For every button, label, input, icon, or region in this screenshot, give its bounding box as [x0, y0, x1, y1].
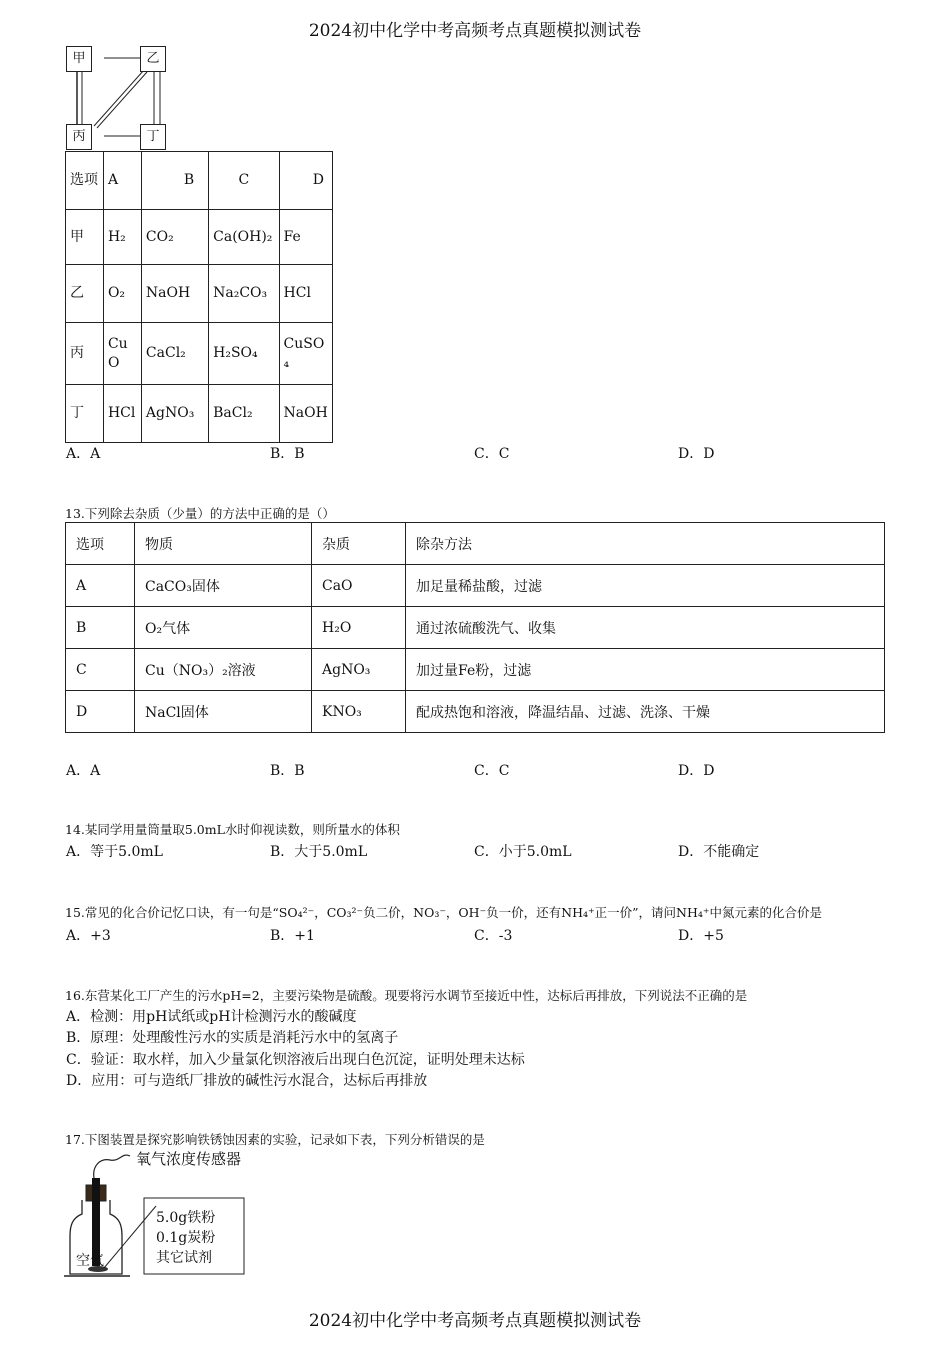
q17-apparatus-figure	[64, 1148, 254, 1283]
table-cell: NaOH	[141, 265, 208, 323]
diagram-node-jia: 甲	[66, 46, 92, 72]
table-cell: 加过量Fe粉，过滤	[406, 649, 885, 691]
diagram-node-ding: 丁	[140, 124, 166, 150]
q16-option-d[interactable]: D．应用：可与造纸厂排放的碱性污水混合，达标后再排放	[66, 1073, 428, 1089]
table-cell: O₂气体	[135, 607, 312, 649]
reagent-line-other: 其它试剂	[156, 1250, 212, 1266]
table-cell: 加足量稀盐酸，过滤	[406, 565, 885, 607]
table-row	[66, 649, 885, 691]
header-cell: 物质	[135, 523, 312, 565]
q12-option-c[interactable]: C．C	[474, 446, 510, 462]
table-cell: CO₂	[141, 210, 208, 265]
oxygen-sensor-label: 氧气浓度传感器	[136, 1150, 242, 1168]
q12-option-b[interactable]: B．B	[270, 446, 305, 462]
air-label: 空气	[76, 1253, 104, 1269]
q12-option-a[interactable]: A．A	[66, 446, 101, 462]
table-cell: A	[66, 565, 135, 607]
reaction-diagram	[64, 44, 174, 152]
header-cell: A	[103, 152, 141, 210]
header-cell: 选项	[66, 523, 135, 565]
q14-option-d[interactable]: D．不能确定	[678, 844, 760, 860]
table-row	[66, 385, 333, 443]
header-cell: D	[279, 152, 332, 210]
table-cell: KNO₃	[312, 691, 406, 733]
q13-option-d[interactable]: D．D	[678, 763, 715, 779]
table-header-row	[66, 152, 333, 210]
q15-option-c[interactable]: C．-3	[474, 928, 513, 944]
q12-table	[65, 151, 333, 443]
table-cell: NaOH	[279, 385, 332, 443]
q16-option-b[interactable]: B．原理：处理酸性污水的实质是消耗污水中的氢离子	[66, 1030, 399, 1046]
table-row	[66, 607, 885, 649]
q17-question: 17.下图装置是探究影响铁锈蚀因素的实验，记录如下表，下列分析错误的是	[65, 1132, 485, 1147]
q14-question: 14.某同学用量筒量取5.0mL水时仰视读数，则所量水的体积	[65, 822, 400, 837]
table-cell: 通过浓硫酸洗气、收集	[406, 607, 885, 649]
table-cell: CuO	[103, 323, 141, 385]
header-cell: B	[141, 152, 208, 210]
q13-option-a[interactable]: A．A	[66, 763, 101, 779]
q15-option-d[interactable]: D．+5	[678, 928, 724, 944]
header-cell: C	[209, 152, 279, 210]
table-cell: Fe	[279, 210, 332, 265]
q16-option-c[interactable]: C．验证：取水样，加入少量氯化钡溶液后出现白色沉淀，证明处理未达标	[66, 1052, 525, 1068]
reagent-box-text	[156, 1208, 215, 1268]
q15-option-b[interactable]: B．+1	[270, 928, 315, 944]
table-cell: HCl	[279, 265, 332, 323]
table-row	[66, 323, 333, 385]
table-row	[66, 265, 333, 323]
table-cell: Cu（NO₃）₂溶液	[135, 649, 312, 691]
table-cell: Na₂CO₃	[209, 265, 279, 323]
q15-option-a[interactable]: A．+3	[66, 928, 111, 944]
header-cell: 选项	[66, 152, 104, 210]
table-cell: CuSO₄	[279, 323, 332, 385]
diagram-node-bing: 丙	[66, 124, 92, 150]
q16-option-a[interactable]: A．检测：用pH试纸或pH计检测污水的酸碱度	[66, 1009, 357, 1025]
q15-question: 15.常见的化合价记忆口诀，有一句是“SO₄²⁻，CO₃²⁻负二价，NO₃⁻，OH⁻负一价，还有NH₄⁺正一价”，请问NH₄⁺中氮元素的化合价是	[65, 905, 822, 920]
table-cell: AgNO₃	[141, 385, 208, 443]
reagent-line-carbon: 0.1g炭粉	[156, 1230, 216, 1246]
q16-question: 16.东营某化工厂产生的污水pH=2，主要污染物是硫酸。现要将污水调节至接近中性，达标后再排放，下列说法不正确的是	[65, 988, 748, 1003]
table-row	[66, 210, 333, 265]
q14-option-b[interactable]: B．大于5.0mL	[270, 844, 368, 860]
table-header-row	[66, 523, 885, 565]
table-cell: D	[66, 691, 135, 733]
q14-option-c[interactable]: C．小于5.0mL	[474, 844, 572, 860]
table-cell: B	[66, 607, 135, 649]
table-cell: CaCl₂	[141, 323, 208, 385]
table-cell: HCl	[103, 385, 141, 443]
table-cell: 丁	[66, 385, 104, 443]
table-cell: NaCl固体	[135, 691, 312, 733]
q14-option-a[interactable]: A．等于5.0mL	[66, 844, 163, 860]
table-cell: H₂O	[312, 607, 406, 649]
table-row	[66, 691, 885, 733]
header-cell: 杂质	[312, 523, 406, 565]
table-cell: CaCO₃固体	[135, 565, 312, 607]
table-cell: 甲	[66, 210, 104, 265]
header-cell: 除杂方法	[406, 523, 885, 565]
reagent-line-iron: 5.0g铁粉	[156, 1210, 216, 1226]
table-cell: AgNO₃	[312, 649, 406, 691]
q13-question: 13.下列除去杂质（少量）的方法中正确的是（）	[65, 506, 335, 521]
q12-option-d[interactable]: D．D	[678, 446, 715, 462]
q13-option-b[interactable]: B．B	[270, 763, 305, 779]
table-cell: 配成热饱和溶液，降温结晶、过滤、洗涤、干燥	[406, 691, 885, 733]
table-cell: Ca(OH)₂	[209, 210, 279, 265]
table-cell: BaCl₂	[209, 385, 279, 443]
diagram-node-yi: 乙	[140, 46, 166, 72]
page-footer: 2024初中化学中考高频考点真题模拟测试卷	[308, 1311, 642, 1331]
q13-table	[65, 522, 885, 733]
table-row	[66, 565, 885, 607]
q13-option-c[interactable]: C．C	[474, 763, 510, 779]
table-cell: H₂	[103, 210, 141, 265]
page-header: 2024初中化学中考高频考点真题模拟测试卷	[308, 21, 642, 41]
table-cell: 丙	[66, 323, 104, 385]
table-cell: H₂SO₄	[209, 323, 279, 385]
table-cell: 乙	[66, 265, 104, 323]
table-cell: C	[66, 649, 135, 691]
table-cell: CaO	[312, 565, 406, 607]
table-cell: O₂	[103, 265, 141, 323]
